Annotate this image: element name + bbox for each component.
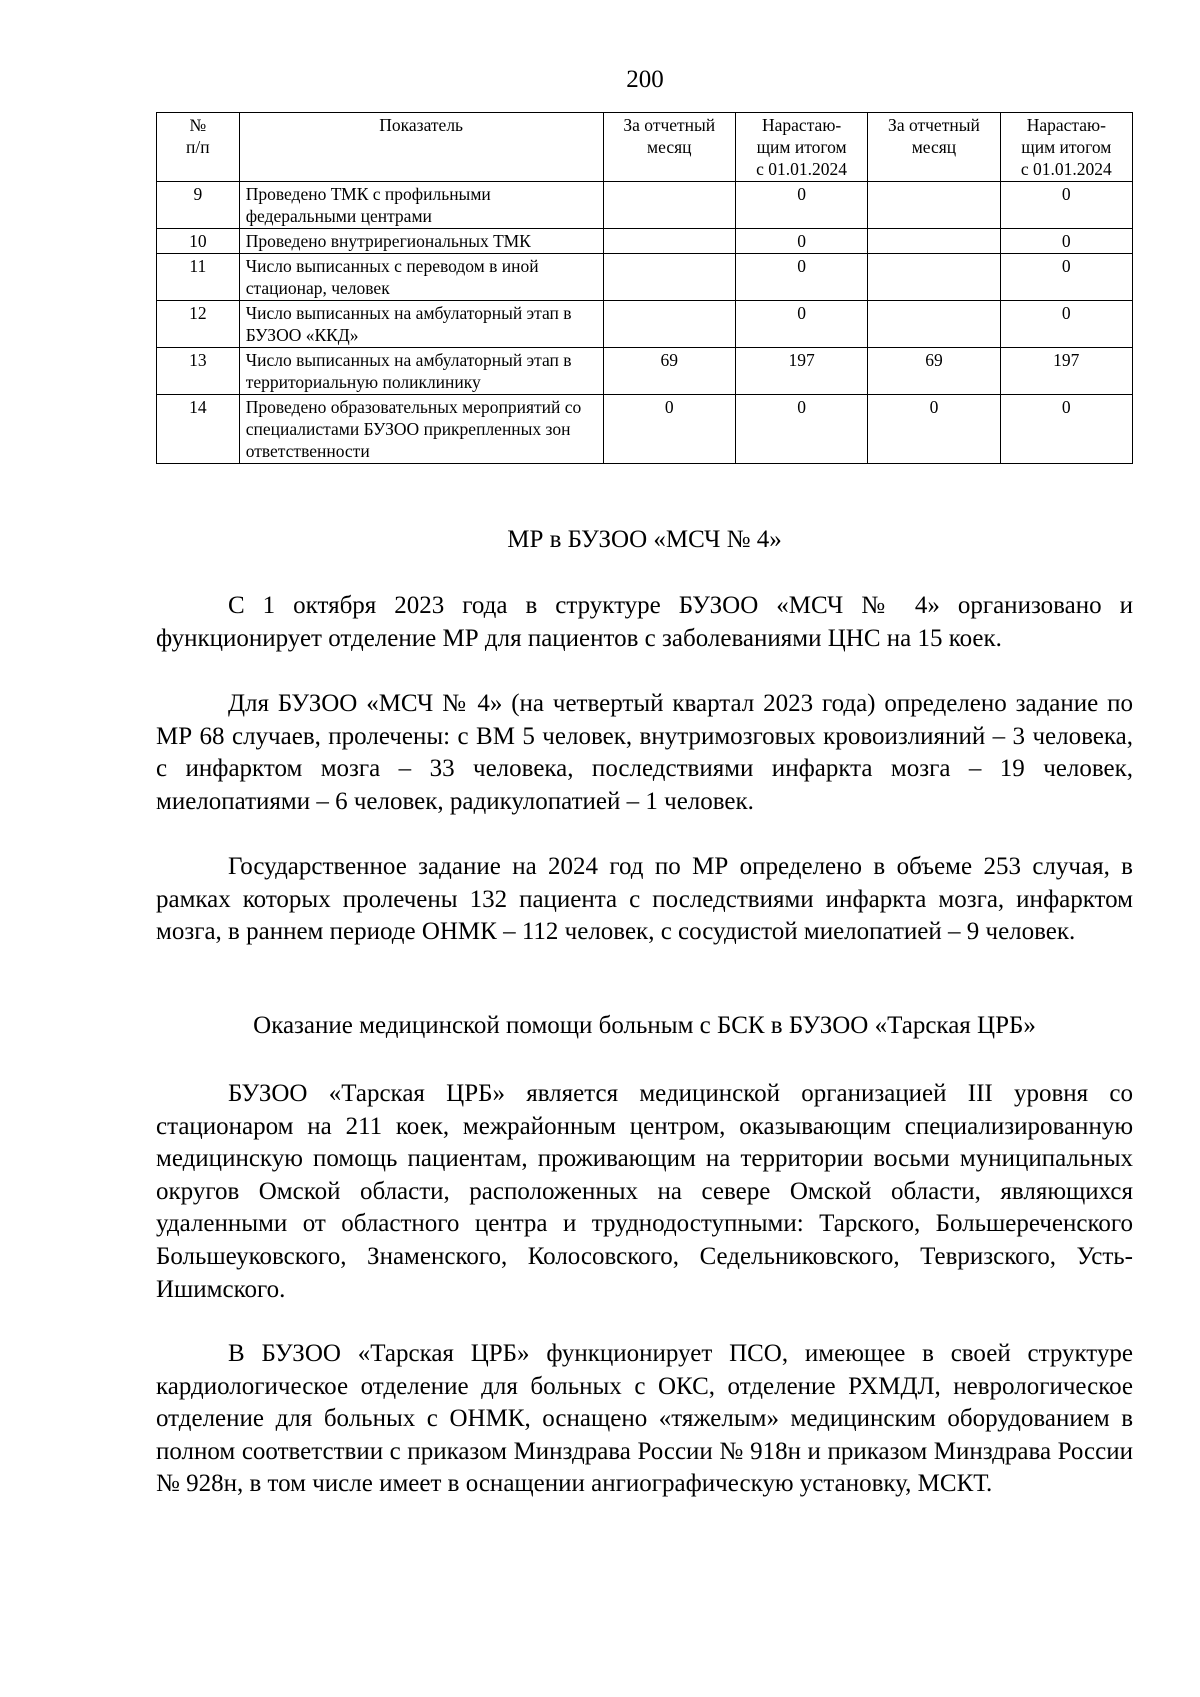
cell-month-2: 0 (868, 395, 1000, 464)
paragraph (156, 688, 1133, 818)
paragraph (156, 1078, 1133, 1306)
cell-num: 10 (157, 229, 240, 254)
cell-month-2 (868, 229, 1000, 254)
section-heading-msch4: МР в БУЗОО «МСЧ № 4» (507, 526, 782, 553)
cell-cumulative-1: 0 (735, 254, 867, 301)
cell-indicator: Проведено образовательных мероприятий со специалистами БУЗОО прикрепленных зон ответственности (239, 395, 603, 464)
cell-cumulative-2: 0 (1000, 395, 1132, 464)
table-row (157, 229, 1133, 254)
table-row (157, 254, 1133, 301)
paragraph-text: С 1 октября 2023 года в структуре БУЗОО «МСЧ № 4» организовано и функционирует отделение МР для пациентов с заболеваниями ЦНС на 15 коек. (156, 592, 1133, 652)
cell-cumulative-1: 0 (735, 182, 867, 229)
cell-month-1: 69 (603, 348, 735, 395)
cell-month-2 (868, 182, 1000, 229)
table-row (157, 395, 1133, 464)
cell-num: 14 (157, 395, 240, 464)
cell-month-1 (603, 229, 735, 254)
cell-indicator: Число выписанных на амбулаторный этап в территориальную поликлинику (239, 348, 603, 395)
table-row (157, 301, 1133, 348)
cell-num: 9 (157, 182, 240, 229)
cell-indicator: Число выписанных на амбулаторный этап в БУЗОО «ККД» (239, 301, 603, 348)
cell-indicator: Проведено внутрирегиональных ТМК (239, 229, 603, 254)
table-header-row (157, 113, 1133, 182)
paragraph-text: В БУЗОО «Тарская ЦРБ» функционирует ПСО, имеющее в своей структуре кардиологическое отделение для больных с ОКС, отделение РХМДЛ, неврологическое отделение для больных с ОНМК, оснащено «тяжелым» медицинским оборудованием в полном соответствии с приказом Минздрава России № 918н и приказом Минздрава России № 928н, в том числе имеет в оснащении ангиографическую установку, МСКТ. (156, 1340, 1133, 1498)
page-number: 200 (626, 66, 664, 93)
cell-month-2 (868, 254, 1000, 301)
section-heading-tarsk: Оказание медицинской помощи больным с БСК в БУЗОО «Тарская ЦРБ» (253, 1012, 1036, 1039)
cell-num: 11 (157, 254, 240, 301)
cell-month-1 (603, 182, 735, 229)
cell-cumulative-1: 0 (735, 395, 867, 464)
cell-month-1 (603, 301, 735, 348)
cell-month-2 (868, 301, 1000, 348)
cell-indicator: Число выписанных с переводом в иной стационар, человек (239, 254, 603, 301)
paragraph (156, 590, 1133, 655)
cell-month-1 (603, 254, 735, 301)
header-month-2: За отчетный месяц (868, 113, 1000, 182)
paragraph (156, 1338, 1133, 1501)
header-cumulative-1: Нарастаю- щим итогом с 01.01.2024 (735, 113, 867, 182)
cell-num: 12 (157, 301, 240, 348)
header-month-1: За отчетный месяц (603, 113, 735, 182)
table-row (157, 182, 1133, 229)
paragraph-text: Государственное задание на 2024 год по МР определено в объеме 253 случая, в рамках которых пролечены 132 пациента с последствиями инфаркта мозга, инфарктом мозга, в раннем периоде ОНМК – 112 человек, с сосудистой миелопатией – 9 человек. (156, 853, 1133, 946)
cell-month-1: 0 (603, 395, 735, 464)
cell-cumulative-2: 0 (1000, 254, 1132, 301)
cell-indicator: Проведено ТМК с профильными федеральными центрами (239, 182, 603, 229)
cell-cumulative-1: 0 (735, 301, 867, 348)
header-num: № п/п (157, 113, 240, 182)
cell-cumulative-2: 0 (1000, 229, 1132, 254)
paragraph-text: Для БУЗОО «МСЧ № 4» (на четвертый квартал 2023 года) определено задание по МР 68 случаев, пролечены: с ВМ 5 человек, внутримозговых кровоизлияний – 3 человека, с инфарктом мозга – 33 человека, последствиями инфаркта мозга – 19 человек, миелопатиями – 6 человек, радикулопатией – 1 человек. (156, 690, 1133, 815)
cell-cumulative-2: 0 (1000, 182, 1132, 229)
cell-cumulative-2: 197 (1000, 348, 1132, 395)
cell-month-2: 69 (868, 348, 1000, 395)
indicators-table (156, 112, 1133, 464)
cell-cumulative-1: 197 (735, 348, 867, 395)
header-cumulative-2: Нарастаю- щим итогом с 01.01.2024 (1000, 113, 1132, 182)
table-row (157, 348, 1133, 395)
paragraph (156, 851, 1133, 949)
cell-num: 13 (157, 348, 240, 395)
header-indicator: Показатель (239, 113, 603, 182)
paragraph-text: БУЗОО «Тарская ЦРБ» является медицинской организацией III уровня со стационаром на 211 коек, межрайонным центром, оказывающим специализированную медицинскую помощь пациентам, проживающим на территории восьми муниципальных округов Омской области, расположенных на севере Омской области, являющихся удаленными от областного центра и труднодоступными: Тарского, Большереченского Большеуковского, Знаменского, Колосовского, Седельниковского, Тевризского, Усть-Ишимского. (156, 1080, 1133, 1303)
cell-cumulative-1: 0 (735, 229, 867, 254)
cell-cumulative-2: 0 (1000, 301, 1132, 348)
